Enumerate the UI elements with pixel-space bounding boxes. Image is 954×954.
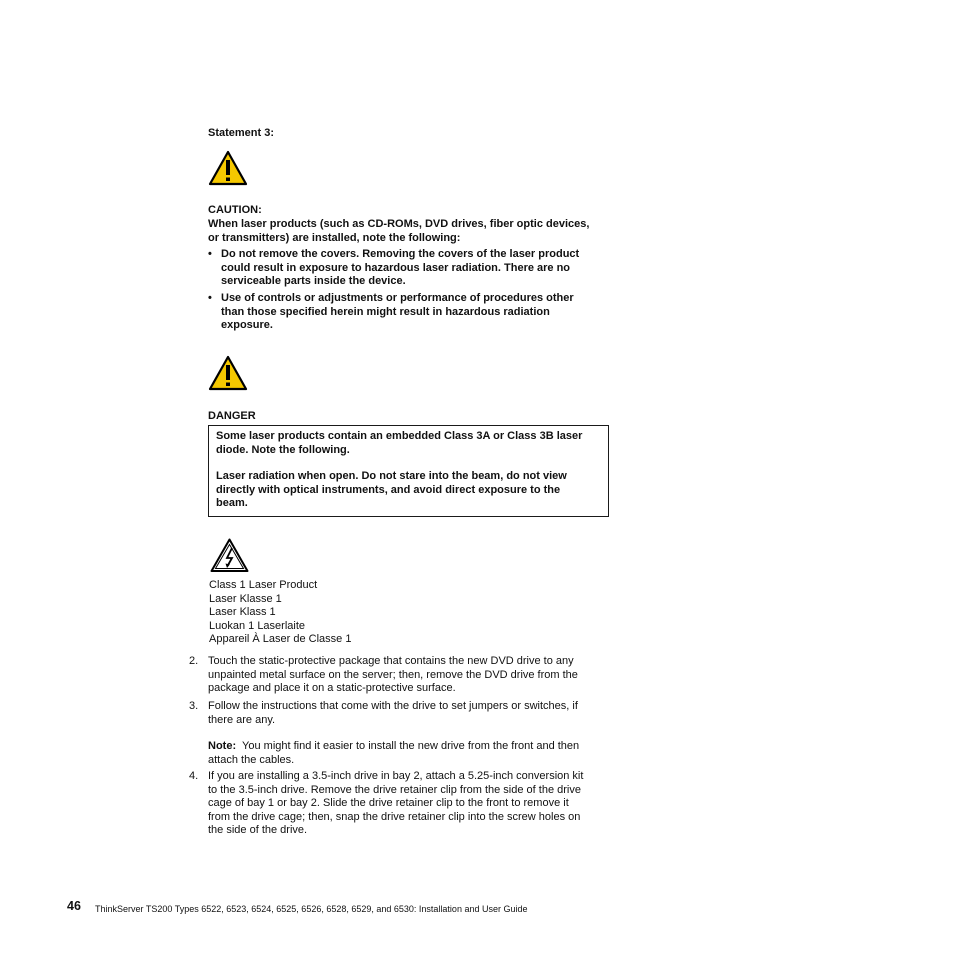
danger-line: Some laser products contain an embedded Class 3A or Class 3B laser bbox=[216, 430, 583, 442]
step-line: to the 3.5-inch drive. Remove the drive retainer clip from the side of the drive bbox=[208, 783, 581, 796]
step-number: 4. bbox=[189, 770, 199, 782]
intro-line: When laser products (such as CD-ROMs, DVD drives, fiber optic devices, bbox=[208, 218, 590, 230]
danger-notice-box bbox=[208, 425, 609, 517]
caution-intro bbox=[208, 218, 589, 245]
step-number: 3. bbox=[189, 700, 199, 712]
laser-class-line: Laser Klasse 1 bbox=[209, 592, 282, 605]
bullet-line: could result in exposure to hazardous laser radiation. There are no bbox=[221, 261, 571, 274]
laser-class-line: Appareil À Laser de Classe 1 bbox=[209, 633, 352, 646]
bullet-line: Do not remove the covers. Removing the covers of the laser product bbox=[221, 248, 580, 260]
step-line: from the drive cage; then, snap the drive retainer clip into the screw holes on bbox=[208, 810, 581, 823]
note-label: Note: bbox=[208, 740, 237, 752]
danger-line: Laser radiation when open. Do not stare into the beam, do not view bbox=[216, 470, 567, 482]
statement-label: Statement 3: bbox=[208, 127, 275, 139]
step-line: Touch the static-protective package that contains the new DVD drive to any bbox=[208, 655, 574, 667]
danger-triangle-icon bbox=[208, 355, 248, 392]
step-line: package and place it on a static-protective surface. bbox=[208, 682, 456, 695]
footer-title: ThinkServer TS200 Types 6522, 6523, 6524, 6525, 6526, 6528, 6529, and 6530: Installation and User Guide bbox=[95, 904, 528, 914]
step-text bbox=[208, 655, 578, 696]
note-line: You might find it easier to install the new drive from the front and then bbox=[242, 740, 580, 752]
step-note bbox=[208, 740, 579, 767]
danger-paragraph bbox=[216, 470, 567, 511]
caution-triangle-icon bbox=[208, 150, 248, 187]
step-line: Follow the instructions that come with the drive to set jumpers or switches, if bbox=[208, 700, 578, 712]
step-number: 2. bbox=[189, 655, 199, 667]
intro-line: or transmitters) are installed, note the following: bbox=[208, 231, 461, 244]
danger-paragraph bbox=[216, 430, 582, 457]
caution-label: CAUTION: bbox=[208, 204, 262, 216]
step-text bbox=[208, 770, 583, 838]
step-line: the side of the drive. bbox=[208, 824, 308, 837]
note-line: attach the cables. bbox=[208, 753, 295, 766]
laser-class-line: Laser Klass 1 bbox=[209, 606, 276, 619]
step-text bbox=[208, 700, 578, 727]
danger-line: beam. bbox=[216, 497, 248, 510]
step-line: If you are installing a 3.5-inch drive in bay 2, attach a 5.25-inch conversion kit bbox=[208, 770, 584, 782]
danger-line: diode. Note the following. bbox=[216, 443, 350, 456]
laser-class-list bbox=[209, 579, 351, 647]
bullet-line: exposure. bbox=[221, 319, 273, 332]
danger-line: directly with optical instruments, and avoid direct exposure to the bbox=[216, 483, 561, 496]
danger-label: DANGER bbox=[208, 410, 256, 422]
bullet-line: than those specified herein might result in hazardous radiation bbox=[221, 305, 550, 318]
laser-class-line: Class 1 Laser Product bbox=[209, 579, 318, 591]
caution-bullet bbox=[208, 248, 608, 289]
step-line: there are any. bbox=[208, 713, 276, 726]
caution-bullet bbox=[208, 292, 608, 333]
step-line: unpainted metal surface on the server; then, remove the DVD drive from the bbox=[208, 668, 578, 681]
step-line: cage of bay 1 or bay 2. Slide the drive retainer clip to the front to remove it bbox=[208, 797, 569, 810]
page-number: 46 bbox=[67, 899, 81, 913]
bullet-marker: • bbox=[208, 292, 212, 304]
laser-hazard-icon bbox=[209, 537, 250, 574]
bullet-line: serviceable parts inside the device. bbox=[221, 275, 406, 288]
bullet-line: Use of controls or adjustments or performance of procedures other bbox=[221, 292, 574, 304]
bullet-marker: • bbox=[208, 248, 212, 260]
laser-class-line: Luokan 1 Laserlaite bbox=[209, 619, 306, 632]
